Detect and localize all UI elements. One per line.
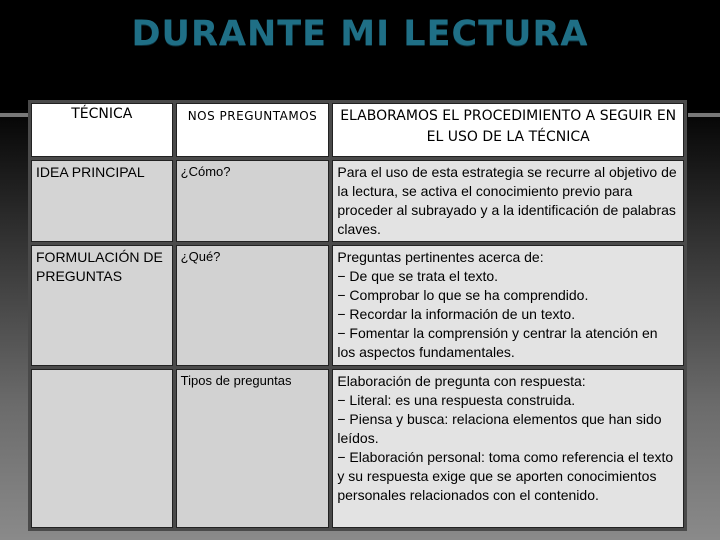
row-tecnica <box>31 369 173 528</box>
table-row <box>31 369 684 528</box>
row-pregunta: Tipos de preguntas <box>176 369 330 528</box>
header-nos-preguntamos: NOS PREGUNTAMOS <box>176 103 330 157</box>
row-tecnica: IDEA PRINCIPAL <box>31 160 173 242</box>
procedimiento-line: − Fomentar la comprensión y centrar la atención en los aspectos fundamentales. <box>337 325 658 360</box>
row-procedimiento <box>332 160 684 242</box>
table-row <box>31 160 684 242</box>
row-procedimiento <box>332 245 684 366</box>
table-row <box>31 245 684 366</box>
divider-left <box>0 113 28 117</box>
table-header-row <box>31 103 684 157</box>
procedimiento-line: − Recordar la información de un texto. <box>337 306 576 322</box>
row-tecnica: FORMULACIÓN DE PREGUNTAS <box>31 245 173 366</box>
procedimiento-line: Para el uso de esta estrategia se recurre al objetivo de la lectura, se activa el conocimiento previo para proceder al subrayado y a la identificación de palabras claves. <box>337 164 677 237</box>
row-pregunta: ¿Qué? <box>176 245 330 366</box>
procedimiento-line: − Literal: es una respuesta construida. <box>337 392 576 408</box>
technique-table <box>28 100 687 531</box>
slide-title: DURANTE MI LECTURA <box>131 14 589 54</box>
procedimiento-line: − Elaboración personal: toma como referencia el texto y su respuesta exige que se aporten conocimientos personales relacionados con el contenido. <box>337 449 674 503</box>
procedimiento-line: − Piensa y busca: relaciona elementos que han sido leídos. <box>337 411 662 446</box>
procedimiento-line: Preguntas pertinentes acerca de: <box>337 249 544 265</box>
procedimiento-line: − Comprobar lo que se ha comprendido. <box>337 287 589 303</box>
header-procedimiento: ELABORAMOS EL PROCEDIMIENTO A SEGUIR EN EL USO DE LA TÉCNICA <box>332 103 684 157</box>
row-procedimiento <box>332 369 684 528</box>
row-pregunta: ¿Cómo? <box>176 160 330 242</box>
procedimiento-line: Elaboración de pregunta con respuesta: <box>337 373 586 389</box>
divider-right <box>688 113 720 117</box>
procedimiento-line: − De que se trata el texto. <box>337 268 499 284</box>
header-tecnica: TÉCNICA <box>31 103 173 157</box>
